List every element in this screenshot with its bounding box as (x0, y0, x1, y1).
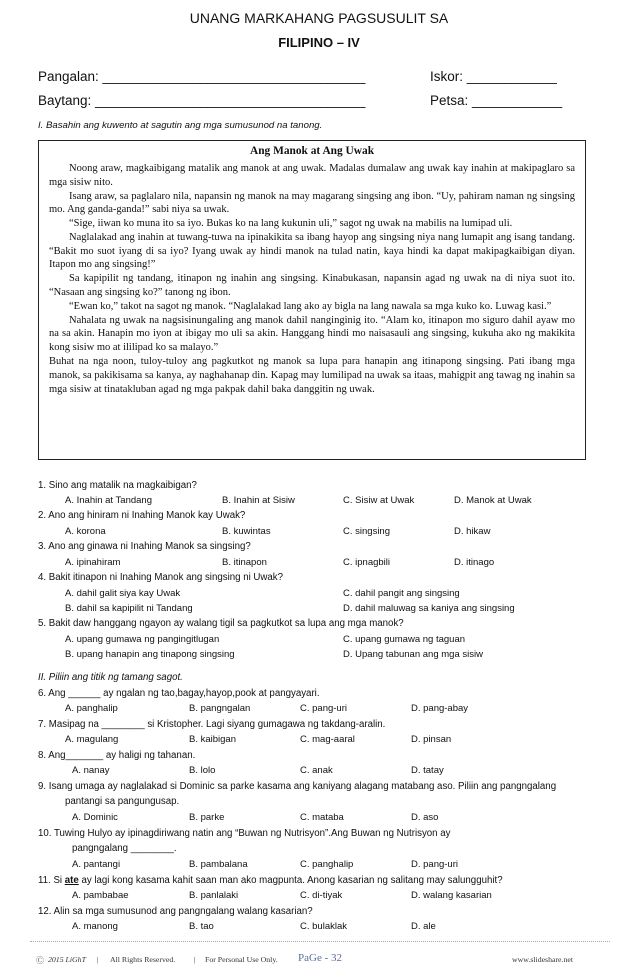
option-7b: B. kaibigan (189, 734, 237, 745)
question-6: 6. Ang ______ ay ngalan ng tao,bagay,hayop,pook at pangyayari. (38, 688, 320, 699)
option-9c: C. mataba (300, 812, 344, 823)
option-11a: A. pambabae (72, 890, 129, 901)
question-8: 8. Ang_______ ay haligi ng tahanan. (38, 750, 196, 761)
footer-personal-use: For Personal Use Only. (205, 955, 278, 964)
option-4c: C. dahil pangit ang singsing (343, 588, 460, 599)
story-paragraph: Sa kapipilit ng tandang, itinapon ng inahin ang singsing. Kinabukasan, napansin agad ng uwak na di niya suot ito. “Nasaan ang singsing ko?” tanong ng ibon. (49, 273, 575, 299)
question-9: 9. Isang umaga ay naglalakad si Dominic sa parke kasama ang kaniyang alagang matabang aso. Piliin ang pangngalang (38, 781, 557, 792)
option-6a: A. panghalip (65, 703, 118, 714)
story-paragraph: “Ewan ko,” takot na sagot ng manok. “Naglalakad lang ako ay bigla na lang nawala sa mga kuko ko. Luwag kasi.” (69, 300, 552, 312)
story-paragraph: Nahalata ng uwak na nagsisinungaling ang manok dahil nanginginig ito. “Alam ko, itinapon mo siguro dahil ayaw mo na sa akin. Hanapin mo iyon at ibigay mo uli sa akin. Hanggang hindi mo naisasauli ang singsing, kukuha ako ng makikita kong sisiw mo at ililipad ko sa malayo.” (49, 314, 575, 354)
option-3c: C. ipnagbili (343, 557, 390, 568)
date-field: Petsa: ____________ (430, 93, 563, 108)
option-1d: D. Manok at Uwak (454, 495, 532, 506)
story-paragraph: Isang araw, sa paglalaro nila, napansin ng manok na may magarang singsing ang ibon. “Uy, pahiram naman ng singsing mo. Ang ganda-ganda!” sabi niya sa uwak. (49, 190, 575, 216)
option-9b: B. parke (189, 812, 225, 823)
option-11d: D. walang kasarian (411, 890, 492, 901)
question-4: 4. Bakit itinapon ni Inahing Manok ang singsing ni Uwak? (38, 572, 284, 583)
option-7a: A. magulang (65, 734, 119, 745)
option-11c: C. di-tiyak (300, 890, 343, 901)
option-3d: D. itinago (454, 557, 495, 568)
story-box (38, 140, 586, 460)
grade-field: Baytang: ____________________________________ (38, 93, 366, 108)
footer-separator: | (194, 955, 196, 964)
story-paragraph: Buhat na nga noon, tuloy-tuloy ang pagkutkot ng manok sa lupa para hanapin ang itinapong singsing. Pati ibang mga manok, sa pakikisama sa kanya, ay naghahanap din. Kapag may lumilipad na uwak sa itaas, mahigpit ang tawag ng inahin sa mga sisiw at tinatakluban agad ng mga pakpak dahil baka danggitin ng uwak. (49, 355, 575, 395)
name-field: Pangalan: ___________________________________ (38, 69, 366, 84)
option-7d: D. pinsan (411, 734, 452, 745)
footer-rights: All Rights Reserved. (110, 955, 176, 964)
option-4b: B. dahil sa kapipilit ni Tandang (65, 603, 193, 614)
question-2: 2. Ano ang hiniram ni Inahing Manok kay Uwak? (38, 510, 246, 521)
footer-divider (30, 941, 610, 942)
option-10d: D. pang-uri (411, 859, 458, 870)
question-11 (38, 875, 503, 886)
option-2c: C. singsing (343, 526, 390, 537)
option-7c: C. mag-aaral (300, 734, 355, 745)
option-6b: B. pangngalan (189, 703, 251, 714)
option-8a: A. nanay (72, 765, 110, 776)
story-paragraph: Naglalakad ang inahin at tuwang-tuwa na ipinakikita sa ibang hayop ang singsing niya nang lumapit ang isang tandang. “Bakit mo suot iyang di sa iyo? Iyang uwak ay hindi manok na tulad natin, kaya hindi ka dapat makipagkaibigan diyan. Itapon mo ang singsing!” (49, 231, 575, 271)
option-10c: C. panghalip (300, 859, 354, 870)
question-11-suffix: ay lagi kong kasama kahit saan man ako magpunta. Anong kasarian ng salitang may salungguhit? (78, 875, 503, 886)
question-10-continuation: pangngalang ________. (72, 843, 177, 854)
story-paragraph: Noong araw, magkaibigang matalik ang manok at ang uwak. Madalas dumalaw ang uwak kay inahin at makipaglaro sa mga sisiw nito. (49, 163, 575, 188)
option-1c: C. Sisiw at Uwak (343, 495, 415, 506)
exam-subject: FILIPINO – IV (278, 35, 360, 50)
section1-instruction: I. Basahin ang kuwento at sagutin ang mga sumusunod na tanong. (38, 120, 323, 131)
question-3: 3. Ano ang ginawa ni Inahing Manok sa singsing? (38, 541, 251, 552)
option-2b: B. kuwintas (222, 526, 271, 537)
option-12c: C. bulaklak (300, 921, 347, 932)
option-11b: B. panlalaki (189, 890, 239, 901)
option-12d: D. ale (411, 921, 436, 932)
exam-title: UNANG MARKAHANG PAGSUSULIT SA (189, 10, 449, 26)
option-3a: A. ipinahiram (65, 557, 121, 568)
question-5: 5. Bakit daw hanggang ngayon ay walang tigil sa pagkutkot sa lupa ang mga manok? (38, 618, 404, 629)
option-4d: D. dahil maluwag sa kaniya ang singsing (343, 603, 515, 614)
option-10a: A. pantangi (72, 859, 121, 870)
footer-separator: | (97, 955, 99, 964)
question-11-prefix: 11. Si (38, 875, 65, 886)
page-number: PaGe - 32 (298, 952, 342, 964)
question-7: 7. Masipag na ________ si Kristopher. Lagi siyang gumagawa ng takdang-aralin. (38, 719, 386, 730)
question-10: 10. Tuwing Hulyo ay ipinagdiriwang natin ang “Buwan ng Nutrisyon”.Ang Buwan ng Nutrisyon ay (38, 828, 451, 839)
option-6d: D. pang-abay (411, 703, 469, 714)
question-9-continuation: pantangi sa pangungusap. (65, 796, 180, 807)
option-9d: D. aso (411, 812, 439, 823)
option-5b: B. upang hanapin ang tinapong singsing (65, 649, 235, 660)
option-1a: A. Inahin at Tandang (65, 495, 152, 506)
story-title: Ang Manok at Ang Uwak (249, 145, 375, 157)
copyright-icon: Ⓒ (36, 956, 44, 965)
option-4a: A. dahil galit siya kay Uwak (65, 588, 181, 599)
question-1: 1. Sino ang matalik na magkaibigan? (38, 480, 197, 491)
option-8c: C. anak (300, 765, 333, 776)
option-5c: C. upang gumawa ng taguan (343, 634, 466, 645)
option-12a: A. manong (72, 921, 118, 932)
option-10b: B. pambalana (189, 859, 248, 870)
option-5a: A. upang gumawa ng pangingitlugan (65, 634, 220, 645)
score-field: Iskor: ____________ (430, 69, 557, 84)
story-text (49, 162, 575, 396)
underlined-word: ate (64, 875, 79, 886)
option-9a: A. Dominic (72, 812, 118, 823)
question-12: 12. Alin sa mga sumusunod ang pangngalang walang kasarian? (38, 906, 313, 917)
section2-instruction: II. Piliin ang titik ng tamang sagot. (38, 672, 183, 683)
option-8b: B. lolo (189, 765, 216, 776)
option-8d: D. tatay (411, 765, 444, 776)
option-5d: D. Upang tabunan ang mga sisiw (343, 649, 483, 660)
option-2a: A. korona (65, 526, 106, 537)
story-paragraph: “Sige, iiwan ko muna ito sa iyo. Bukas ko na lang kukunin uli,” sagot ng uwak na mabilis na lumipad uli. (69, 218, 513, 230)
option-12b: B. tao (189, 921, 214, 932)
footer-site-link[interactable]: www.slideshare.net (512, 955, 573, 964)
footer-copyright: 2015 LiGhT (48, 955, 86, 964)
option-2d: D. hikaw (454, 526, 491, 537)
option-3b: B. itinapon (222, 557, 267, 568)
option-6c: C. pang-uri (300, 703, 347, 714)
option-1b: B. Inahin at Sisiw (222, 495, 295, 506)
